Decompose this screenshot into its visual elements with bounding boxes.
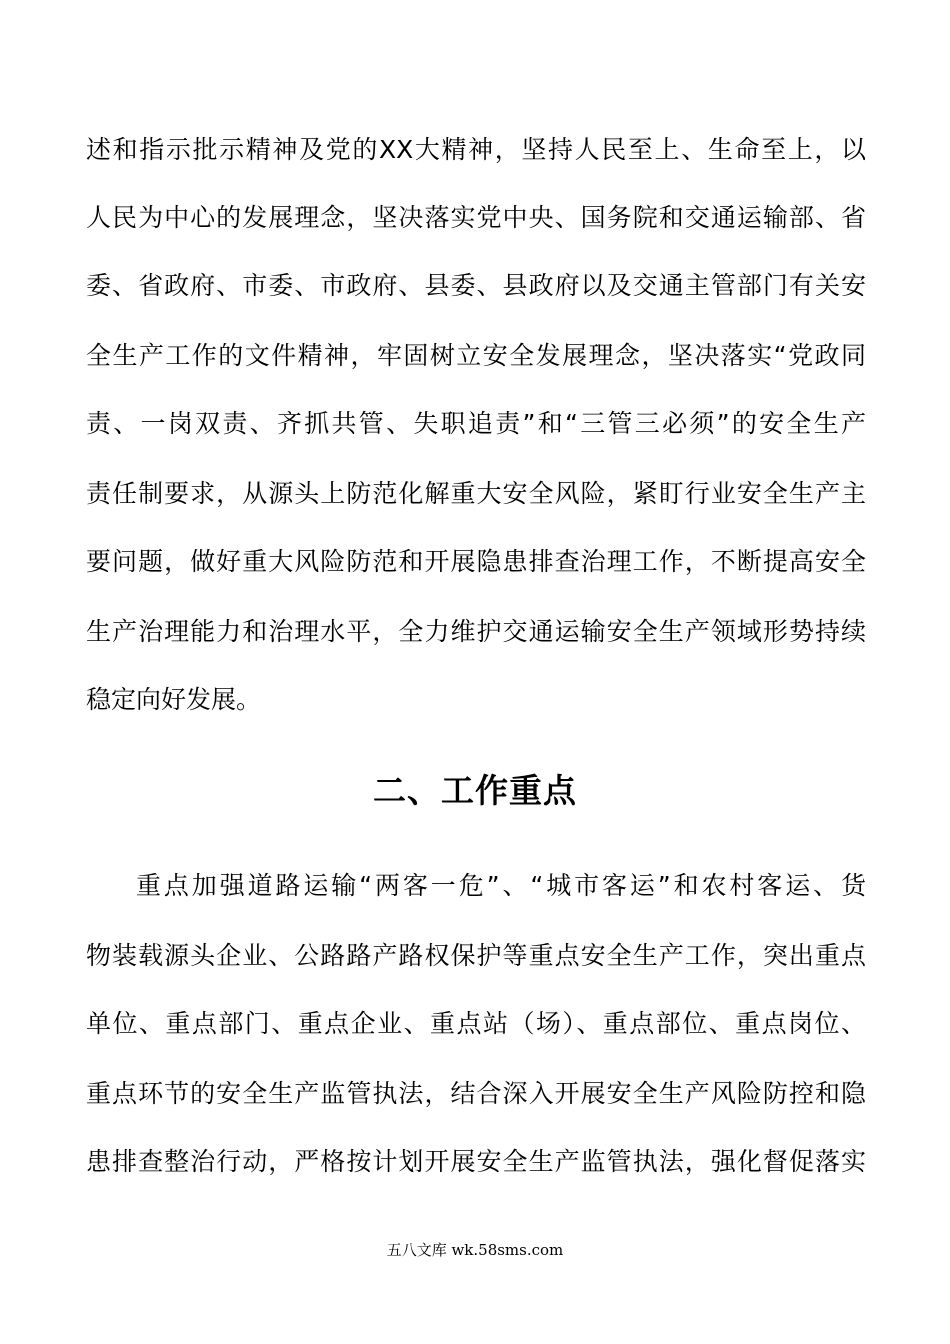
paragraph-line: 生产治理能力和治理水平，全力维护交通运输安全生产领域形势持续 — [86, 617, 866, 646]
paragraph-line: 稳定向好发展。 — [86, 685, 262, 714]
paragraph-line: 责、一岗双责、齐抓共管、失职追责”和“三管三必须”的安全生产 — [86, 409, 866, 438]
paragraph-line: 重点加强道路运输“两客一危”、“城市客运”和农村客运、货 — [136, 871, 866, 900]
paragraph-line: 单位、重点部门、重点企业、重点站（场）、重点部位、重点岗位、 — [86, 1009, 866, 1038]
paragraph-line: 重点环节的安全生产监管执法，结合深入开展安全生产风险防控和隐 — [86, 1079, 866, 1108]
paragraph-line: 要问题，做好重大风险防范和开展隐患排查治理工作，不断提高安全 — [86, 547, 866, 576]
section-heading: 二、工作重点 — [373, 771, 577, 810]
paragraph-line: 物装载源头企业、公路路产路权保护等重点安全生产工作，突出重点 — [86, 941, 866, 970]
paragraph-line: 责任制要求，从源头上防范化解重大安全风险，紧盯行业安全生产主 — [86, 479, 866, 508]
paragraph-line: 患排查整治行动，严格按计划开展安全生产监管执法，强化督促落实 — [86, 1147, 866, 1176]
paragraph-line: 委、省政府、市委、市政府、县委、县政府以及交通主管部门有关安 — [86, 271, 866, 300]
paragraph-line: 述和指示批示精神及党的XX大精神，坚持人民至上、生命至上，以 — [86, 135, 866, 164]
paragraph-line: 全生产工作的文件精神，牢固树立安全发展理念，坚决落实“党政同 — [86, 341, 866, 370]
footer-watermark: 五八文库 wk.58sms.com — [386, 1241, 564, 1259]
paragraph-line: 人民为中心的发展理念，坚决落实党中央、国务院和交通运输部、省 — [86, 203, 866, 232]
